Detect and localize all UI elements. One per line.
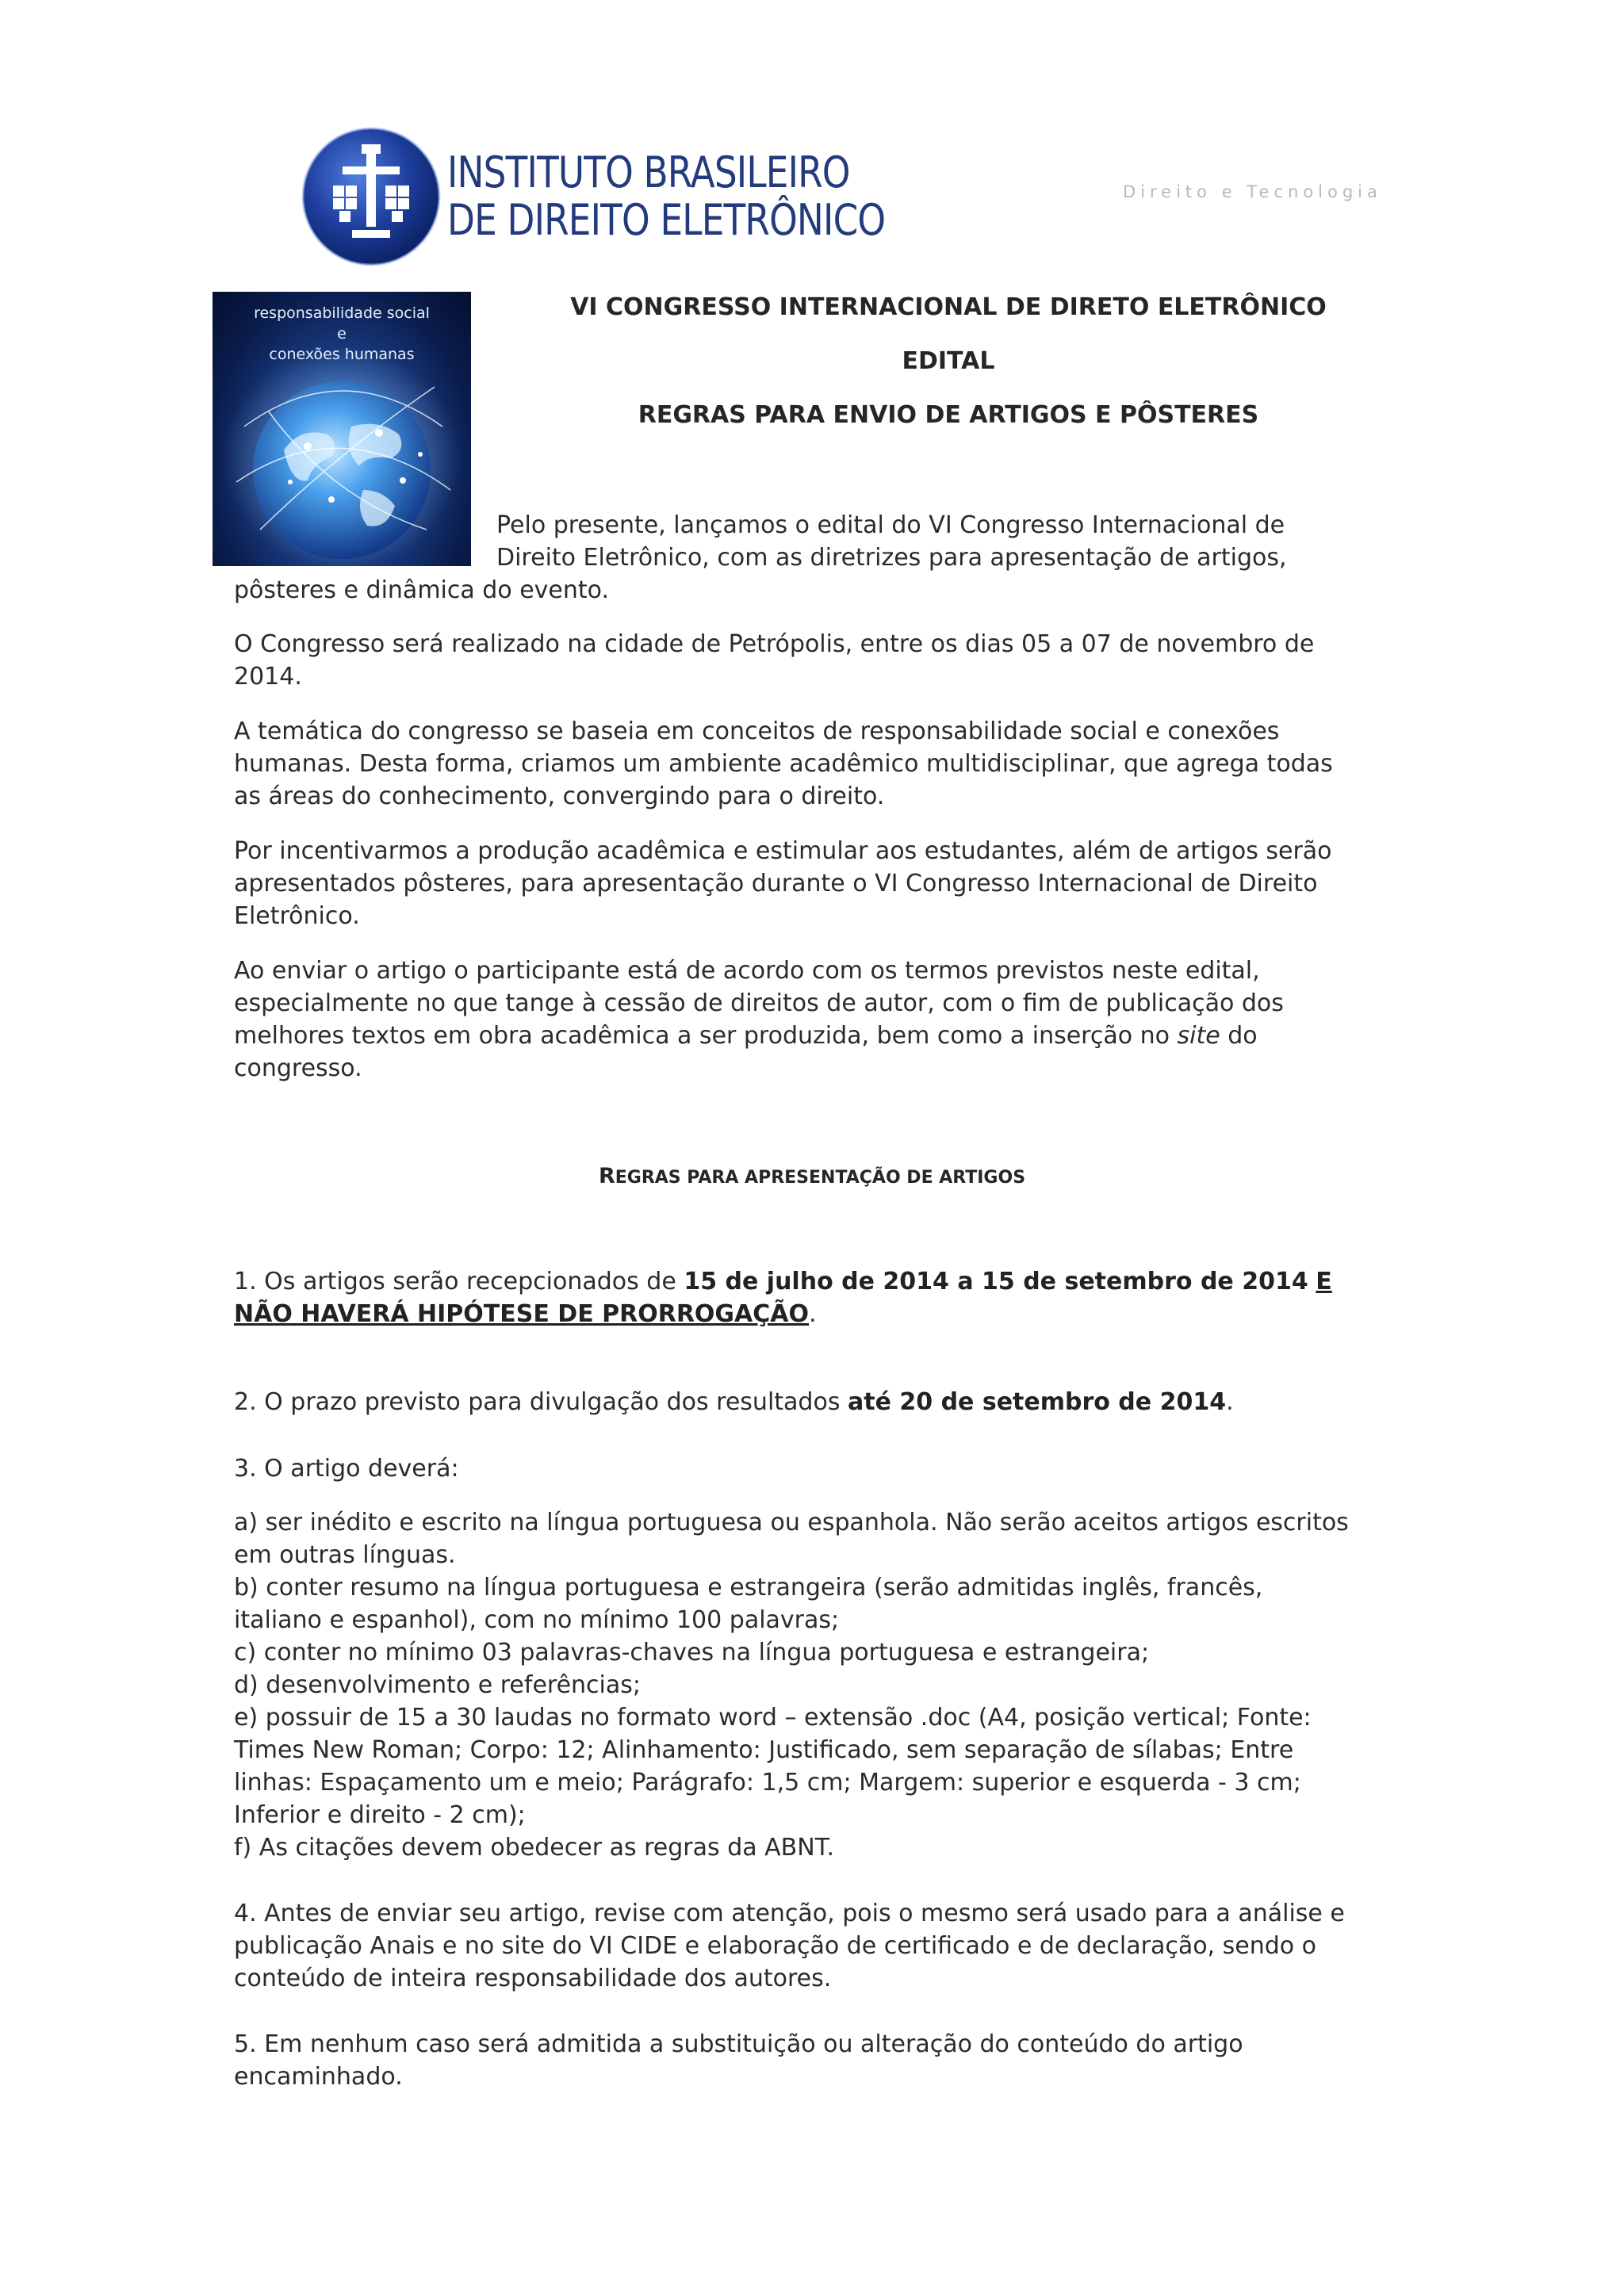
rule-2: 2. O prazo previsto para divulgação dos resultados até 20 de setembro de 2014.	[234, 1388, 1234, 1416]
intro-line3: pôsteres e dinâmica do evento.	[234, 576, 610, 604]
congress-title: VI CONGRESSO INTERNACIONAL DE DIRETO ELETRÔNICO	[570, 293, 1327, 321]
rule-1-line2: NÃO HAVERÁ HIPÓTESE DE PRORROGAÇÃO.	[234, 1300, 817, 1328]
congress-poster-image	[213, 292, 471, 566]
paragraph-location-line2: 2014.	[234, 663, 302, 691]
rule-3-f: f) As citações devem obedecer as regras da ABNT.	[234, 1834, 835, 1862]
paragraph-posters-line1: Por incentivarmos a produção acadêmica e estimular aos estudantes, além de artigos serão	[234, 837, 1332, 865]
paragraph-posters-line3: Eletrônico.	[234, 902, 360, 930]
rule-3-c: c) conter no mínimo 03 palavras-chaves na língua portuguesa e estrangeira;	[234, 1639, 1150, 1667]
rule-3-b-line1: b) conter resumo na língua portuguesa e estrangeira (serão admitidas inglês, francês,	[234, 1574, 1263, 1601]
intro-line1: Pelo presente, lançamos o edital do VI Congresso Internacional de	[496, 511, 1285, 539]
rule-5-line1: 5. Em nenhum caso será admitida a substituição ou alteração do conteúdo do artigo	[234, 2030, 1243, 2058]
rule-3-a-line1: a) ser inédito e escrito na língua portuguesa ou espanhola. Não serão aceitos artigos escritos	[234, 1509, 1349, 1536]
institute-logo-icon	[301, 127, 441, 266]
paragraph-terms-line2: especialmente no que tange à cessão de direitos de autor, com o fim de publicação dos	[234, 989, 1284, 1017]
rule-1-dates: 15 de julho de 2014 a 15 de setembro de 2014	[684, 1268, 1308, 1295]
no-extension-notice: NÃO HAVERÁ HIPÓTESE DE PRORROGAÇÃO	[234, 1300, 810, 1328]
rule-4-line3: conteúdo de inteira responsabilidade dos autores.	[234, 1965, 832, 1992]
rule-3-a-line2: em outras línguas.	[234, 1541, 456, 1569]
site-italic: site	[1177, 1022, 1220, 1050]
rule-4-line2: publicação Anais e no site do VI CIDE e elaboração de certificado e de declaração, sendo o	[234, 1932, 1317, 1960]
rules-title: REGRAS PARA ENVIO DE ARTIGOS E PÔSTERES	[638, 401, 1259, 429]
rule-3-e-line2: Times New Roman; Corpo: 12; Alinhamento: Justificado, sem separação de sílabas; Entre	[234, 1736, 1294, 1764]
rule-3-d: d) desenvolvimento e referências;	[234, 1671, 642, 1699]
paragraph-terms-line3: melhores textos em obra acadêmica a ser produzida, bem como a inserção no site do	[234, 1022, 1258, 1050]
intro-line2: Direito Eletrônico, com as diretrizes para apresentação de artigos,	[496, 544, 1287, 572]
logo-text-line1: INSTITUTO BRASILEIRO	[447, 147, 850, 197]
paragraph-posters-line2: apresentados pôsteres, para apresentação durante o VI Congresso Internacional de Direito	[234, 870, 1318, 897]
rule-3-e-line3: linhas: Espaçamento um e meio; Parágrafo: 1,5 cm; Margem: superior e esquerda - 3 cm;	[234, 1769, 1301, 1797]
paragraph-location-line1: O Congresso será realizado na cidade de Petrópolis, entre os dias 05 a 07 de novembro de	[234, 630, 1315, 658]
rule-5-line2: encaminhado.	[234, 2063, 403, 2091]
paragraph-theme-line2: humanas. Desta forma, criamos um ambiente acadêmico multidisciplinar, que agrega todas	[234, 750, 1333, 778]
rule-3-intro: 3. O artigo deverá:	[234, 1455, 459, 1483]
section-heading-article-rules: REGRAS PARA APRESENTAÇÃO DE ARTIGOS	[598, 1164, 1026, 1188]
rule-3-b-line2: italiano e espanhol), com no mínimo 100 palavras;	[234, 1606, 840, 1634]
edital-title: EDITAL	[902, 347, 995, 375]
poster-caption-line2: e	[337, 325, 347, 342]
rule-2-date: até 20 de setembro de 2014	[848, 1388, 1227, 1416]
rule-4-line1: 4. Antes de enviar seu artigo, revise com atenção, pois o mesmo será usado para a análise e	[234, 1900, 1345, 1927]
rule-3-e-line4: Inferior e direito - 2 cm);	[234, 1801, 526, 1829]
rule-3-e-line1: e) possuir de 15 a 30 laudas no formato word – extensão .doc (A4, posição vertical; Fonte:	[234, 1704, 1312, 1732]
poster-caption-line1: responsabilidade social	[254, 304, 430, 322]
logo-text-line2: DE DIREITO ELETRÔNICO	[447, 195, 886, 245]
paragraph-theme-line1: A temática do congresso se baseia em conceitos de responsabilidade social e conexões	[234, 718, 1280, 745]
paragraph-terms-line4: congresso.	[234, 1054, 362, 1082]
paragraph-theme-line3: as áreas do conhecimento, convergindo para o direito.	[234, 783, 885, 810]
paragraph-terms-line1: Ao enviar o artigo o participante está de acordo com os termos previstos neste edital,	[234, 957, 1260, 985]
poster-caption-line3: conexões humanas	[269, 346, 415, 363]
tagline: Direito e Tecnologia	[1123, 182, 1382, 201]
rule-1-line1: 1. Os artigos serão recepcionados de 15 de julho de 2014 a 15 de setembro de 2014 E	[234, 1268, 1332, 1295]
